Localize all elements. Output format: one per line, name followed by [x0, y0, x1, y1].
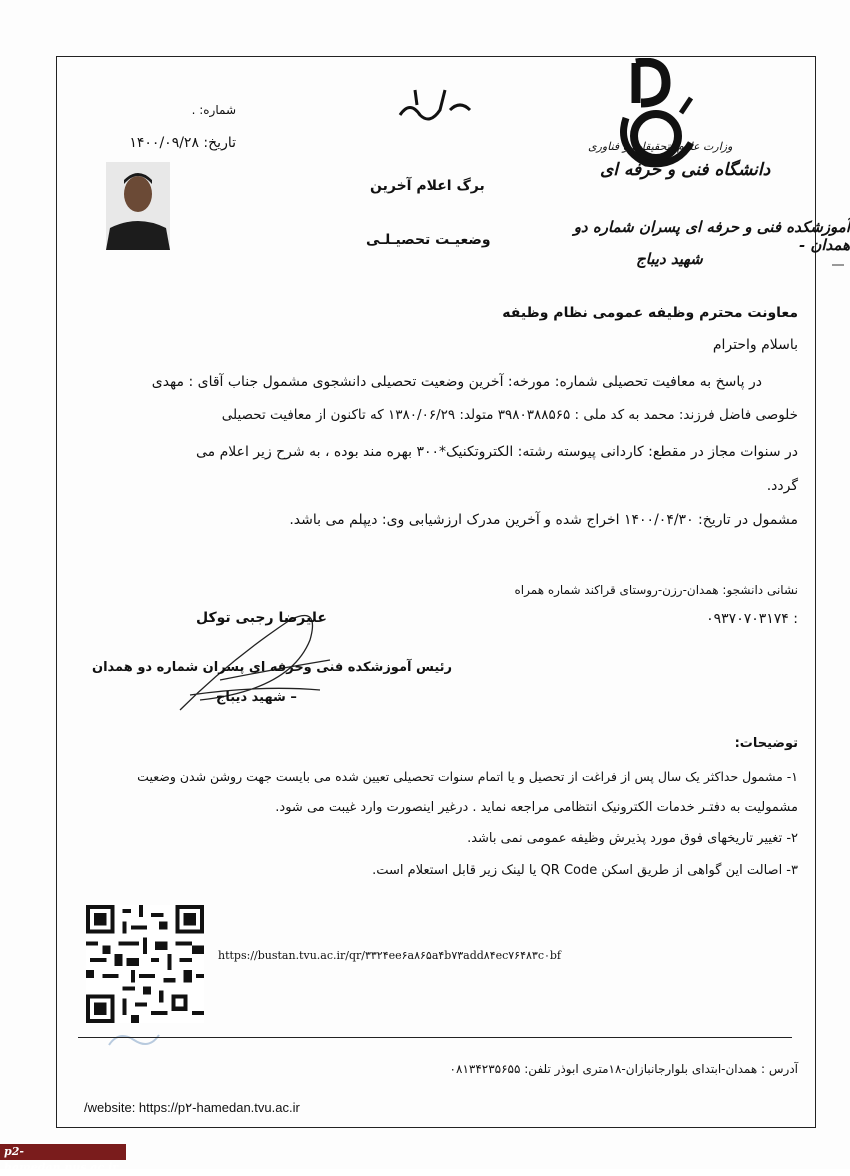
source-watermark-tag: p2-hamedan.nus.ac.ir: [0, 1144, 126, 1160]
student-address: نشانی دانشجو: همدان-رزن-روستای قراکند شماره همراه: [514, 583, 798, 597]
note-item: ۲- تغییر تاریخهای فوق مورد پذیرش وظیفه عمومی نمی باشد.: [467, 831, 798, 846]
notes-heading: توضیحات:: [734, 736, 798, 751]
margin-mark: [832, 264, 844, 266]
college-subname: شهید دیباج: [636, 250, 703, 268]
paragraph-line: خلوصی فاضل فرزند: محمد به کد ملی : ۳۹۸۰۳۸۸۵۶۵ متولد: ۱۳۸۰/۰۶/۲۹ که تاکنون از معافیت تحصیلی: [221, 407, 798, 423]
letter-number: شماره: .: [191, 103, 236, 117]
ministry-line: وزارت علوم، تحقیقات و فناوری: [588, 140, 733, 153]
letter-date: تاریخ: ۱۴۰۰/۰۹/۲۸: [129, 135, 236, 151]
university-line: دانشگاه فنی و حرفه ای: [600, 160, 771, 180]
form-title-line1: برگ اعلام آخرین: [370, 178, 485, 194]
signer-role-sub: – شهید دیباج: [216, 690, 297, 705]
paragraph-line: در پاسخ به معافیت تحصیلی شماره: مورخه: آخرین وضعیت تحصیلی دانشجوی مشمول جناب آقای : مهدی: [151, 374, 762, 390]
form-title-line2: وضعیـت تحصیـلـی: [366, 232, 491, 248]
note-item: مشمولیت به دفتـر خدمات الکترونیک انتظامی مراجعه نماید . درغیر اینصورت وارد غیبت می شود.: [275, 800, 798, 815]
note-item: ۱- مشمول حداکثر یک سال پس از فراغت از تحصیل و یا اتمام سنوات تحصیلی تعیین شده می بایست جهت روشن شدن وضعیت: [137, 769, 798, 784]
expulsion-paragraph: مشمول در تاریخ: ۱۴۰۰/۰۴/۳۰ اخراج شده و آخرین مدرک ارزشیابی وی: دیپلم می باشد.: [289, 512, 798, 528]
besmele-calligraphy-icon: [395, 80, 475, 130]
footer-address: آدرس : همدان-ابتدای بلوارجانبازان-۱۸متری ابوذر تلفن: ۰۸۱۳۴۲۳۵۶۵۵: [449, 1062, 798, 1076]
student-photo: [106, 162, 170, 250]
addressee: معاونت محترم وظیفه عمومی نظام وظیفه: [502, 305, 798, 321]
signer-name: علیرضا رجبی توکل: [196, 610, 327, 626]
faded-stamp-icon: [104, 1020, 164, 1060]
student-mobile: : ۰۹۳۷۰۷۰۳۱۷۴: [706, 611, 798, 627]
footer-divider: [78, 1037, 792, 1038]
college-name: آموزشکده فنی و حرفه ای پسران شماره دو همدان -: [573, 218, 850, 254]
paragraph-line: گردد.: [766, 478, 798, 494]
verification-link[interactable]: https://bustan.tvu.ac.ir/qr/۳۳۲۴ee۶a۸۶۵a۴b۷۳add۸۴ec۷۶۴۸۳c۰bf: [218, 949, 561, 962]
qr-code-icon[interactable]: [86, 905, 204, 1023]
signer-role: رئیس آموزشکده فنی وحرفه ای پسران شماره دو همدان: [92, 660, 453, 675]
paragraph-line: در سنوات مجاز در مقطع: کاردانی پیوسته رشته: الکتروتکنیک*۳۰۰ بهره مند بوده ، به شرح زیر اعلام می: [195, 444, 798, 460]
greeting: باسلام واحترام: [712, 337, 798, 353]
footer-website-link[interactable]: /website: https://p۲-hamedan.tvu.ac.ir: [84, 1100, 300, 1115]
note-item: ۳- اصالت این گواهی از طریق اسکن QR Code یا لینک زیر قابل استعلام است.: [372, 863, 798, 878]
